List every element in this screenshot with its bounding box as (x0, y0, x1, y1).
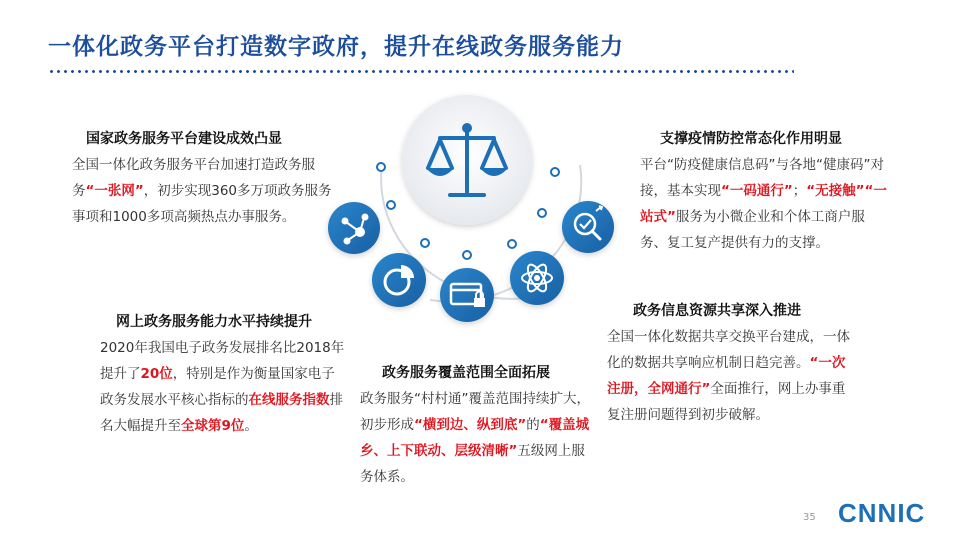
body-text: ，初步实现360多万项政务服务事项和1000多项高频热点办事服务。 (72, 183, 332, 225)
body-text: 五级网上服务体系。 (360, 443, 585, 485)
magnifier-check-icon (562, 201, 614, 253)
body-text: 2020年我国电子政务发展排名比2018年提升了 (100, 340, 345, 382)
body-text: 服务为小微企业和个体工商户服务、复工复产提供有力的支撑。 (640, 209, 865, 251)
highlight-text: “无接触”“一站式” (640, 183, 887, 225)
block-online-capacity (100, 309, 346, 439)
atom-icon (510, 251, 564, 305)
body-text: 政务服务“村村通”覆盖范围持续扩大，初步形成 (360, 391, 590, 433)
block-heading: 政务信息资源共享深入推进 (633, 303, 801, 319)
highlight-text: “覆盖城乡、上下联动、层级清晰” (360, 417, 590, 459)
highlight-text: “横到边、纵到底” (414, 417, 527, 433)
body-text: 。 (244, 418, 258, 434)
block-coverage (360, 360, 590, 490)
block-body (100, 335, 346, 439)
highlight-text: 20位 (140, 366, 173, 382)
page-title: 一体化政务平台打造数字政府，提升在线政务服务能力 (48, 34, 624, 60)
block-data-sharing (607, 298, 857, 428)
block-heading: 国家政务服务平台建设成效凸显 (86, 131, 282, 147)
credit-card-lock-icon (440, 268, 494, 322)
body-text: 平台“防疫健康信息码”与各地“健康码”对接，基本实现 (640, 157, 884, 199)
highlight-text: “一码通行” (721, 183, 793, 199)
highlight-text: “一次注册，全网通行” (607, 355, 846, 397)
block-body (360, 386, 590, 490)
body-text: 的 (526, 417, 540, 433)
body-text: ； (792, 183, 807, 199)
page-number: 35 (803, 512, 816, 523)
block-body (72, 152, 332, 230)
highlight-text: 全球第9位 (181, 418, 245, 434)
block-body (640, 152, 890, 256)
cnnic-logo: CNNIC (838, 498, 926, 528)
block-heading: 政务服务覆盖范围全面拓展 (382, 365, 550, 381)
body-text: 全国一体化数据共享交换平台建成，一体化的数据共享响应机制日趋完善。 (607, 329, 850, 371)
body-text: 全国一体化政务服务平台加速打造政务服务 (72, 157, 315, 199)
body-text: ，特别是作为衡量国家电子政务发展水平核心指标的 (100, 366, 335, 408)
block-national-platform (72, 126, 332, 230)
block-epidemic-support (640, 126, 890, 256)
body-text: 全面推行，网上办事重复注册问题得到初步破解。 (607, 381, 846, 423)
network-icon (328, 202, 380, 254)
highlight-text: 在线服务指数 (248, 392, 330, 408)
block-heading: 支撑疫情防控常态化作用明显 (660, 131, 842, 147)
block-body (607, 324, 857, 428)
pie-chart-icon (372, 253, 426, 307)
block-heading: 网上政务服务能力水平持续提升 (116, 314, 312, 330)
body-text: 排名大幅提升至 (100, 392, 343, 434)
highlight-text: “一张网” (85, 183, 144, 199)
